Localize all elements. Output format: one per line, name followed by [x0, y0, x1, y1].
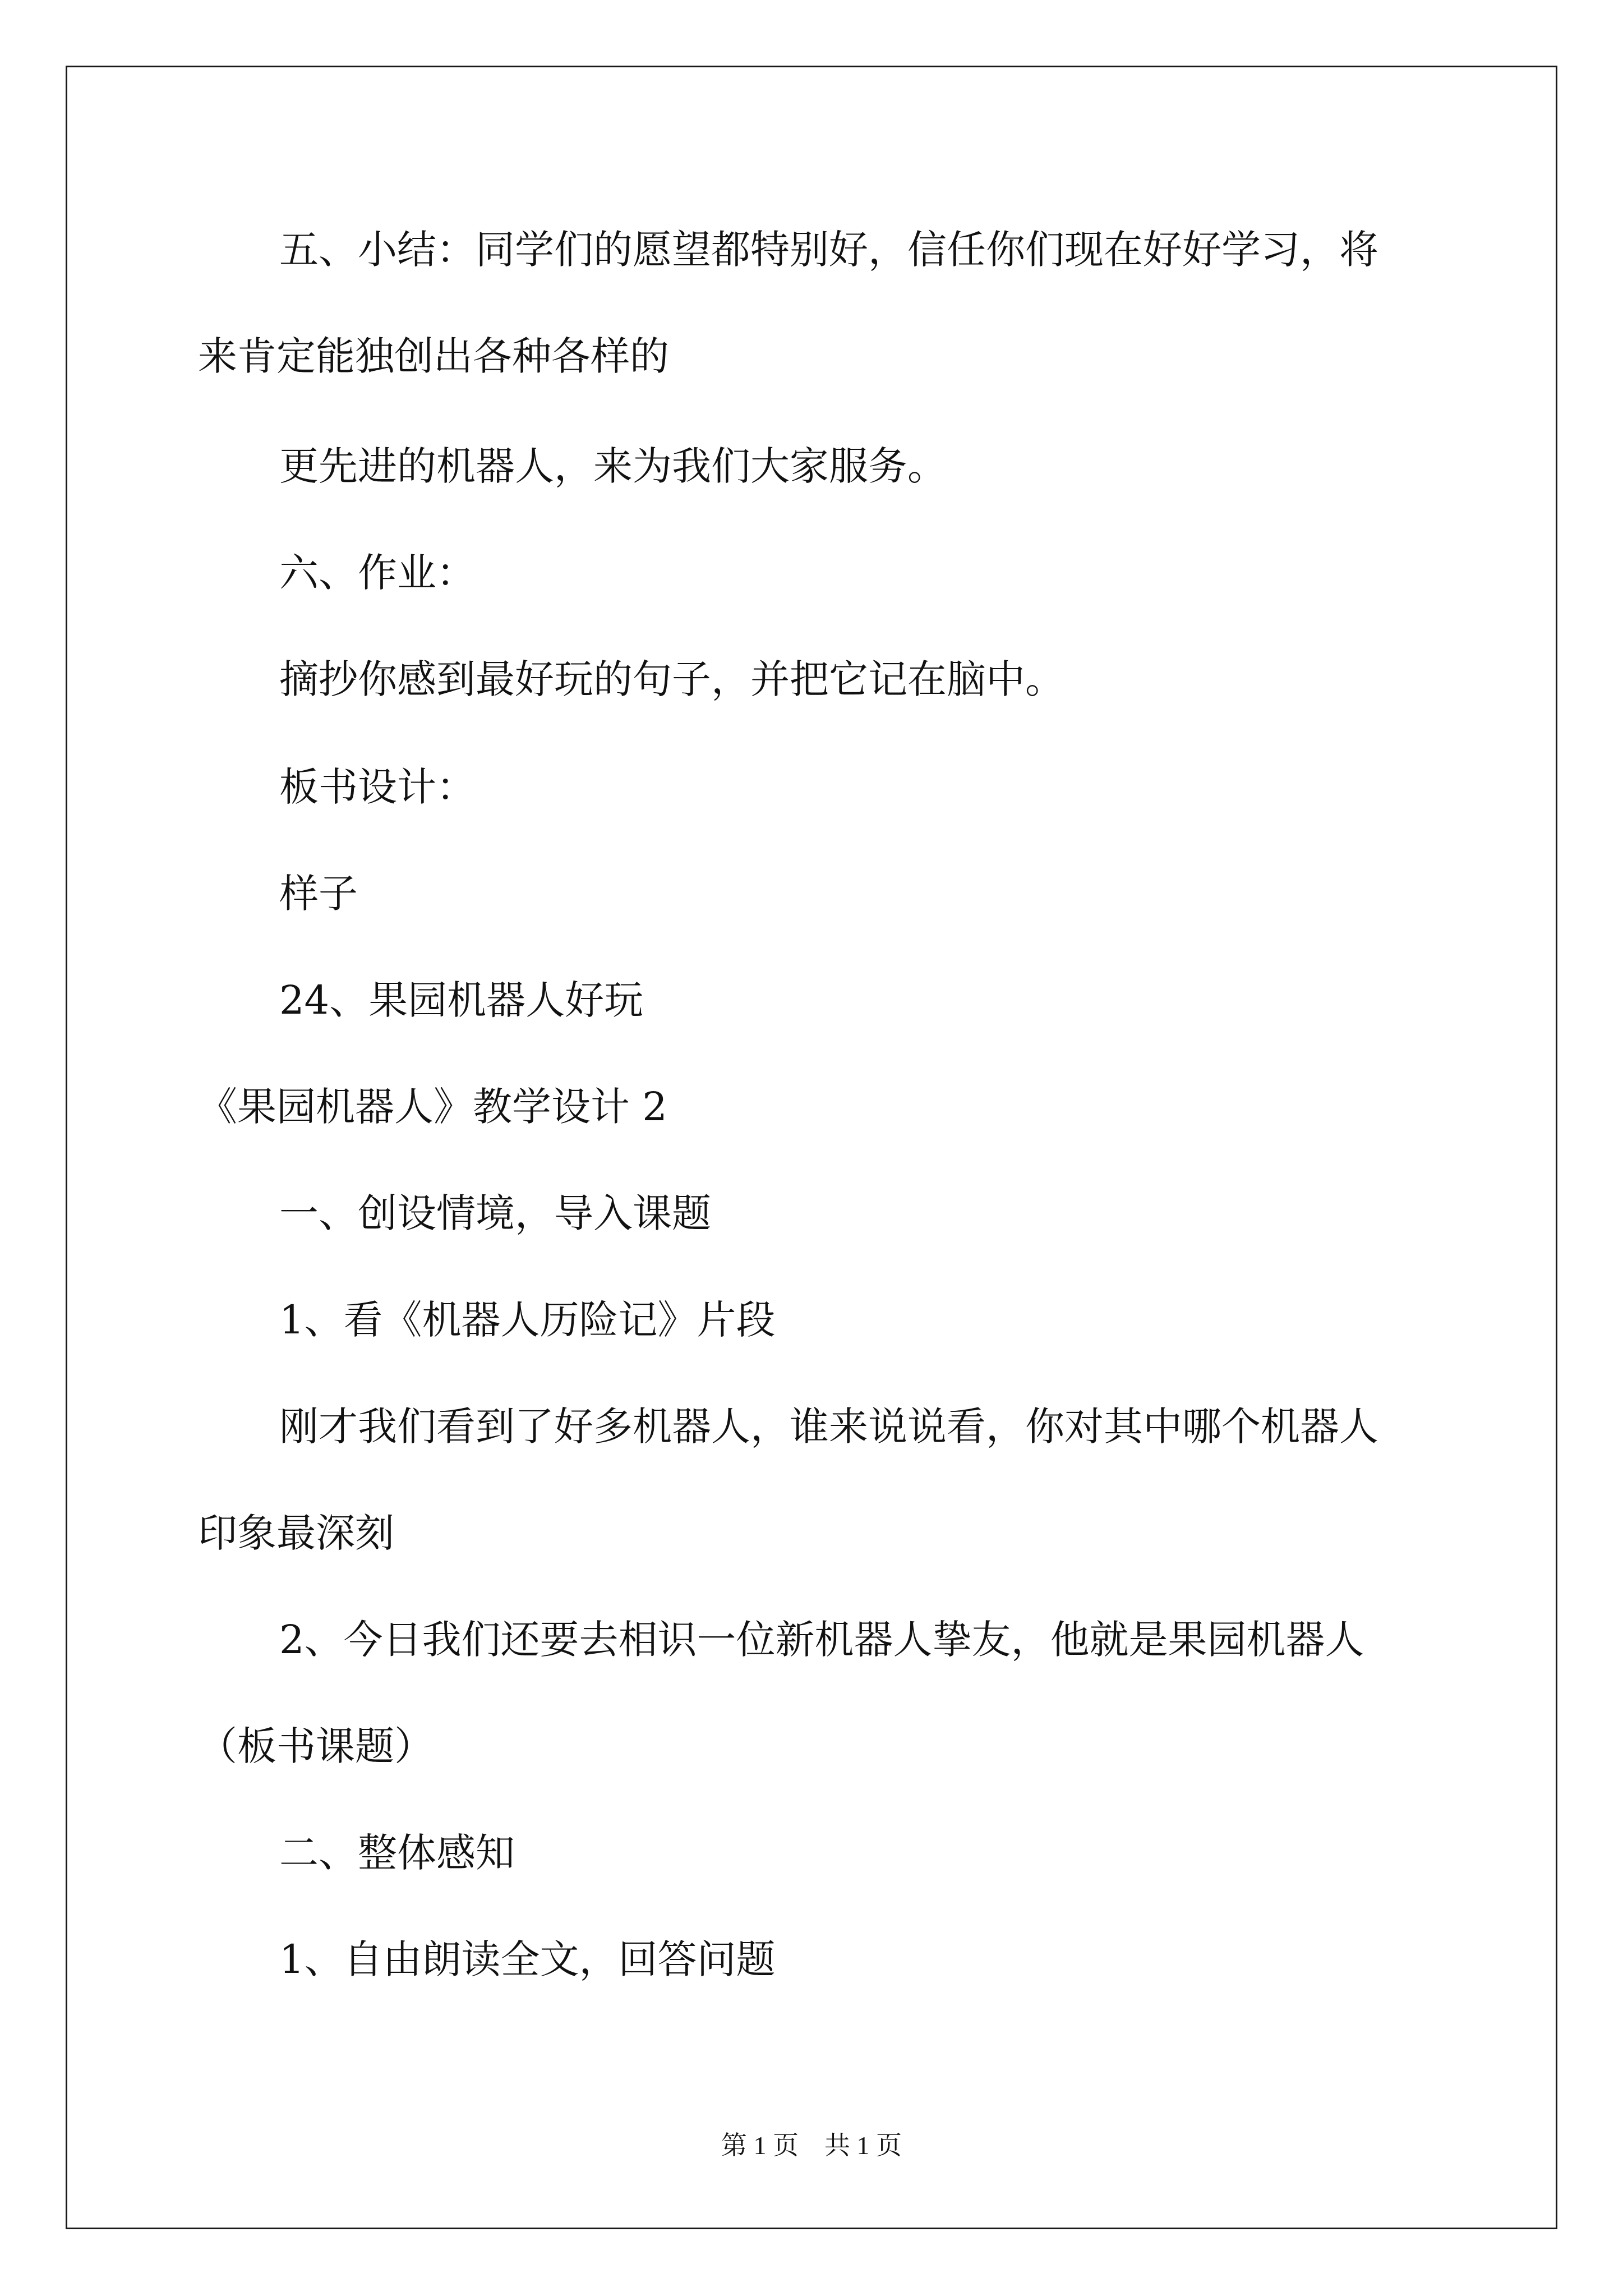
text-line: 更先进的机器人，来为我们大家服务。	[279, 443, 947, 489]
text-line: 1、看《机器人历险记》片段	[279, 1297, 776, 1343]
text-line: 一、创设情境，导入课题	[279, 1190, 711, 1236]
text-line: 《果园机器人》教学设计 2	[198, 1084, 667, 1130]
text-line: 六、作业：	[279, 550, 476, 596]
text-line: 印象最深刻	[198, 1510, 394, 1556]
text-line: 摘抄你感到最好玩的句子，并把它记在脑中。	[279, 656, 1064, 702]
text-line: 五、小结：同学们的愿望都特别好，信任你们现在好好学习，将	[279, 227, 1378, 273]
text-line: 1、自由朗读全文，回答问题	[279, 1936, 776, 1982]
text-line: 24、果园机器人好玩	[279, 977, 644, 1023]
page-number: 第 1 页 共 1 页	[721, 2131, 902, 2160]
text-line: 二、整体感知	[279, 1830, 515, 1876]
text-line: 来肯定能独创出各种各样的	[198, 333, 669, 379]
text-line: （板书课题）	[198, 1723, 434, 1769]
page-border	[66, 66, 1557, 2229]
text-line: 2、今日我们还要去相识一位新机器人挚友，他就是果园机器人	[279, 1617, 1364, 1663]
text-line: 板书设计：	[279, 764, 476, 810]
text-line: 样子	[279, 871, 358, 917]
text-line: 刚才我们看到了好多机器人，谁来说说看，你对其中哪个机器人	[279, 1404, 1378, 1450]
